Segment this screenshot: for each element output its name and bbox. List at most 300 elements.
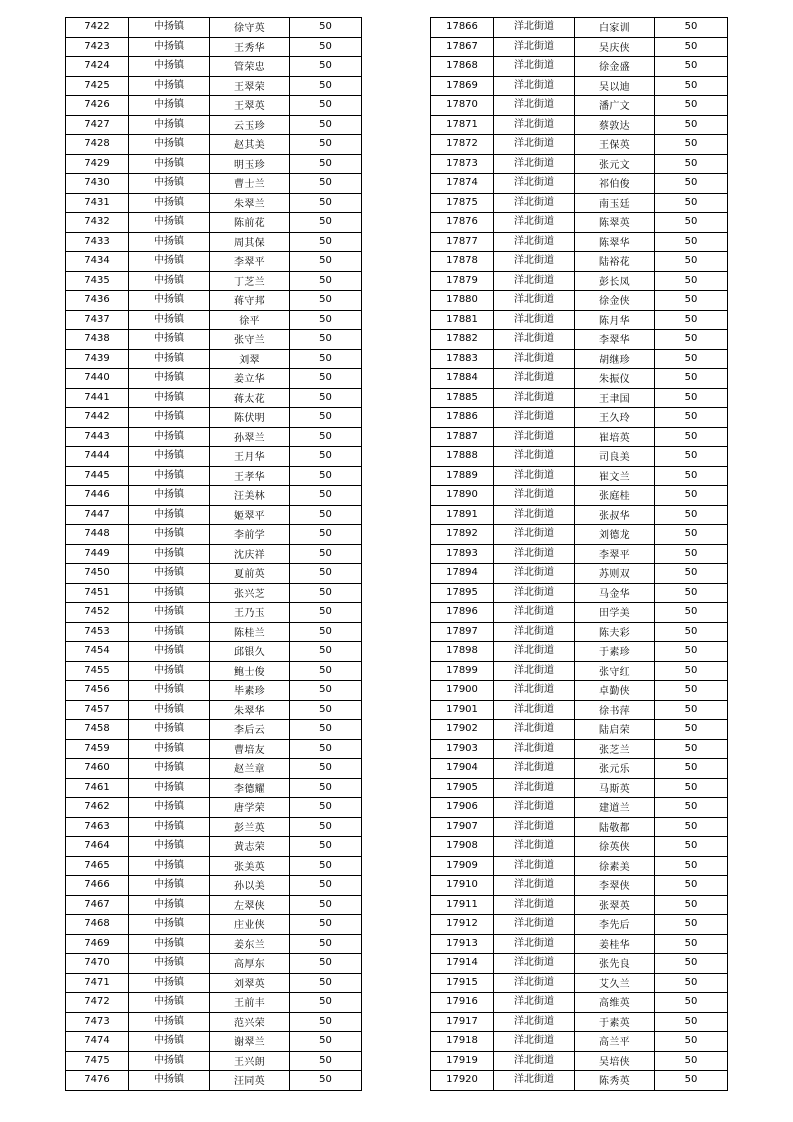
name-cell [210,973,290,993]
person-name: 孙翠兰 [234,432,265,444]
name-cell [575,973,655,993]
town-cell: 洋北街道 [494,837,575,857]
name-cell [210,915,290,935]
town-cell: 洋北街道 [494,798,575,818]
person-name: 彭兰英 [234,822,265,834]
serial-number-cell: 7471 [66,973,129,993]
table-row [431,349,728,369]
person-name: 姜立华 [234,374,265,386]
name-cell [575,837,655,857]
serial-number-cell: 17905 [431,778,494,798]
town-cell: 洋北街道 [494,934,575,954]
name-cell [575,310,655,330]
name-cell [210,856,290,876]
name-cell [575,1032,655,1052]
amount-cell: 50 [290,720,362,740]
name-cell [210,271,290,291]
name-cell [210,252,290,272]
name-cell [210,330,290,350]
serial-number-cell: 17895 [431,583,494,603]
table-row [431,213,728,233]
amount-cell: 50 [655,622,728,642]
person-name: 艾久兰 [599,978,630,990]
serial-number-cell: 17883 [431,349,494,369]
name-cell [575,954,655,974]
person-name: 蒋太花 [234,393,265,405]
town-cell: 洋北街道 [494,193,575,213]
amount-cell: 50 [290,817,362,837]
serial-number-cell: 17875 [431,193,494,213]
name-cell [210,57,290,77]
serial-number-cell: 17867 [431,37,494,57]
table-row [66,739,362,759]
person-name: 于素英 [599,1017,630,1029]
amount-cell: 50 [290,232,362,252]
serial-number-cell: 7449 [66,544,129,564]
person-name: 徐素美 [599,861,630,873]
table-row [431,447,728,467]
amount-cell: 50 [655,505,728,525]
name-cell [210,564,290,584]
name-cell [575,193,655,213]
person-name: 卓勤侠 [599,686,630,698]
serial-number-cell: 7473 [66,1012,129,1032]
table-row [431,466,728,486]
serial-number-cell: 17909 [431,856,494,876]
table-row [66,661,362,681]
town-cell: 洋北街道 [494,486,575,506]
name-cell [575,1051,655,1071]
serial-number-cell: 7437 [66,310,129,330]
table-row [431,622,728,642]
table-row [431,232,728,252]
town-cell: 中扬镇 [129,739,210,759]
table-row [431,408,728,428]
name-cell [575,739,655,759]
amount-cell: 50 [655,525,728,545]
table-row [431,681,728,701]
serial-number-cell: 7448 [66,525,129,545]
serial-number-cell: 7432 [66,213,129,233]
amount-cell: 50 [655,408,728,428]
table-row [66,388,362,408]
amount-cell: 50 [290,1012,362,1032]
person-name: 田学美 [599,608,630,620]
table-row [66,681,362,701]
town-cell: 中扬镇 [129,661,210,681]
table-row [431,642,728,662]
town-cell: 洋北街道 [494,622,575,642]
serial-number-cell: 17907 [431,817,494,837]
amount-cell: 50 [655,291,728,311]
name-cell [210,681,290,701]
town-cell: 中扬镇 [129,876,210,896]
serial-number-cell: 7427 [66,115,129,135]
town-cell: 中扬镇 [129,505,210,525]
serial-number-cell: 17918 [431,1032,494,1052]
name-cell [210,934,290,954]
amount-cell: 50 [655,993,728,1013]
serial-number-cell: 17873 [431,154,494,174]
name-cell [575,603,655,623]
town-cell: 中扬镇 [129,388,210,408]
name-cell [575,1071,655,1091]
amount-cell: 50 [655,934,728,954]
serial-number-cell: 7463 [66,817,129,837]
amount-cell: 50 [655,876,728,896]
person-name: 潘广文 [599,101,630,113]
serial-number-cell: 17871 [431,115,494,135]
town-cell: 洋北街道 [494,466,575,486]
town-cell: 洋北街道 [494,739,575,759]
name-cell [210,174,290,194]
amount-cell: 50 [655,915,728,935]
serial-number-cell: 17878 [431,252,494,272]
serial-number-cell: 7464 [66,837,129,857]
name-cell [575,525,655,545]
person-name: 王保英 [599,140,630,152]
table-row [431,876,728,896]
table-row [431,798,728,818]
person-name: 曹培友 [234,744,265,756]
name-cell [210,466,290,486]
person-name: 王翠荣 [234,81,265,93]
person-name: 陈前花 [234,218,265,230]
name-cell [210,583,290,603]
name-cell [210,759,290,779]
person-name: 张元乐 [599,764,630,776]
name-cell [210,661,290,681]
serial-number-cell: 17892 [431,525,494,545]
name-cell [210,544,290,564]
person-name: 马金华 [599,588,630,600]
amount-cell: 50 [655,759,728,779]
amount-cell: 50 [290,583,362,603]
serial-number-cell: 7462 [66,798,129,818]
amount-cell: 50 [290,76,362,96]
serial-number-cell: 7457 [66,700,129,720]
table-row [431,583,728,603]
amount-cell: 50 [655,18,728,38]
amount-cell: 50 [655,661,728,681]
serial-number-cell: 7453 [66,622,129,642]
table-row [431,895,728,915]
table-row [66,856,362,876]
name-cell [575,369,655,389]
town-cell: 中扬镇 [129,564,210,584]
table-row [431,993,728,1013]
name-cell [575,778,655,798]
name-cell [210,1071,290,1091]
town-cell: 中扬镇 [129,856,210,876]
town-cell: 中扬镇 [129,135,210,155]
amount-cell: 50 [655,681,728,701]
person-name: 朱翠兰 [234,198,265,210]
table-row [431,427,728,447]
town-cell: 洋北街道 [494,505,575,525]
town-cell: 中扬镇 [129,37,210,57]
town-cell: 中扬镇 [129,583,210,603]
serial-number-cell: 17890 [431,486,494,506]
serial-number-cell: 17897 [431,622,494,642]
table-row [431,1012,728,1032]
name-cell [575,700,655,720]
name-cell [575,291,655,311]
name-cell [210,154,290,174]
town-cell: 洋北街道 [494,973,575,993]
serial-number-cell: 17894 [431,564,494,584]
person-name: 张庭桂 [599,491,630,503]
amount-cell: 50 [290,915,362,935]
amount-cell: 50 [655,817,728,837]
serial-number-cell: 7434 [66,252,129,272]
person-name: 张先良 [599,959,630,971]
person-name: 马斯英 [599,783,630,795]
town-cell: 中扬镇 [129,817,210,837]
town-cell: 中扬镇 [129,915,210,935]
name-cell [210,408,290,428]
table-row [431,291,728,311]
name-cell [210,525,290,545]
town-cell: 洋北街道 [494,1071,575,1091]
town-cell: 中扬镇 [129,993,210,1013]
amount-cell: 50 [655,603,728,623]
amount-cell: 50 [655,193,728,213]
name-cell [575,1012,655,1032]
amount-cell: 50 [290,486,362,506]
table-row [66,1051,362,1071]
name-cell [210,1032,290,1052]
serial-number-cell: 7458 [66,720,129,740]
person-name: 左翠侠 [234,900,265,912]
town-cell: 洋北街道 [494,661,575,681]
town-cell: 中扬镇 [129,96,210,116]
person-name: 王月华 [234,452,265,464]
amount-cell: 50 [655,330,728,350]
town-cell: 中扬镇 [129,798,210,818]
person-name: 张芝兰 [599,744,630,756]
person-name: 王聿国 [599,393,630,405]
person-name: 陈桂兰 [234,627,265,639]
name-cell [575,330,655,350]
person-name: 赵兰章 [234,764,265,776]
amount-cell: 50 [290,115,362,135]
amount-cell: 50 [290,544,362,564]
table-row [431,96,728,116]
name-cell [575,505,655,525]
name-cell [210,700,290,720]
amount-cell: 50 [290,135,362,155]
name-cell [575,349,655,369]
person-name: 蔡敦达 [599,120,630,132]
serial-number-cell: 7435 [66,271,129,291]
name-cell [210,96,290,116]
table-row [66,817,362,837]
serial-number-cell: 17904 [431,759,494,779]
person-name: 张叔华 [599,510,630,522]
amount-cell: 50 [290,525,362,545]
name-cell [210,37,290,57]
name-cell [575,76,655,96]
name-cell [575,544,655,564]
amount-cell: 50 [290,622,362,642]
amount-cell: 50 [655,486,728,506]
serial-number-cell: 7428 [66,135,129,155]
table-row [66,193,362,213]
serial-number-cell: 17870 [431,96,494,116]
amount-cell: 50 [655,174,728,194]
town-cell: 洋北街道 [494,96,575,116]
table-row [66,934,362,954]
amount-cell: 50 [290,973,362,993]
amount-cell: 50 [290,1032,362,1052]
name-cell [210,505,290,525]
amount-cell: 50 [655,154,728,174]
serial-number-cell: 17900 [431,681,494,701]
table-row [66,583,362,603]
town-cell: 中扬镇 [129,759,210,779]
amount-cell: 50 [290,369,362,389]
serial-number-cell: 7454 [66,642,129,662]
amount-cell: 50 [290,57,362,77]
table-row [431,564,728,584]
town-cell: 中扬镇 [129,1012,210,1032]
town-cell: 洋北街道 [494,154,575,174]
serial-number-cell: 7431 [66,193,129,213]
name-cell [210,291,290,311]
person-name: 毕素珍 [234,686,265,698]
table-row [66,37,362,57]
name-cell [210,778,290,798]
name-cell [575,720,655,740]
serial-number-cell: 17868 [431,57,494,77]
town-cell: 洋北街道 [494,57,575,77]
name-cell [210,993,290,1013]
town-cell: 洋北街道 [494,1032,575,1052]
town-cell: 洋北街道 [494,427,575,447]
table-row [66,18,362,38]
table-row [431,544,728,564]
amount-cell: 50 [655,369,728,389]
town-cell: 洋北街道 [494,1051,575,1071]
town-cell: 中扬镇 [129,642,210,662]
town-cell: 洋北街道 [494,232,575,252]
person-name: 李后云 [234,725,265,737]
person-name: 张守红 [599,666,630,678]
amount-cell: 50 [655,427,728,447]
table-row [66,603,362,623]
serial-number-cell: 17888 [431,447,494,467]
serial-number-cell: 7468 [66,915,129,935]
person-name: 胡继珍 [599,354,630,366]
serial-number-cell: 17876 [431,213,494,233]
name-cell [575,876,655,896]
serial-number-cell: 7444 [66,447,129,467]
town-cell: 中扬镇 [129,427,210,447]
town-cell: 洋北街道 [494,213,575,233]
person-name: 陈月华 [599,315,630,327]
table-row [66,96,362,116]
person-name: 于素珍 [599,647,630,659]
amount-cell: 50 [655,388,728,408]
table-row [66,915,362,935]
town-cell: 洋北街道 [494,18,575,38]
town-cell: 洋北街道 [494,271,575,291]
name-cell [575,57,655,77]
town-cell: 洋北街道 [494,778,575,798]
amount-cell: 50 [655,739,728,759]
person-name: 汪美林 [234,491,265,503]
town-cell: 中扬镇 [129,466,210,486]
name-cell [575,681,655,701]
town-cell: 中扬镇 [129,115,210,135]
amount-cell: 50 [655,1051,728,1071]
amount-cell: 50 [655,1032,728,1052]
table-row [431,57,728,77]
serial-number-cell: 7441 [66,388,129,408]
name-cell [210,388,290,408]
town-cell: 中扬镇 [129,174,210,194]
serial-number-cell: 17889 [431,466,494,486]
person-name: 刘翠英 [234,978,265,990]
name-cell [575,271,655,291]
serial-number-cell: 7459 [66,739,129,759]
town-cell: 洋北街道 [494,37,575,57]
person-name: 张守兰 [234,335,265,347]
serial-number-cell: 7438 [66,330,129,350]
table-row [431,778,728,798]
person-name: 刘翠 [239,354,260,366]
town-cell: 洋北街道 [494,369,575,389]
town-cell: 中扬镇 [129,720,210,740]
town-cell: 中扬镇 [129,76,210,96]
table-row [66,115,362,135]
serial-number-cell: 17896 [431,603,494,623]
table-row [431,759,728,779]
left-roster-body [66,18,362,1091]
serial-number-cell: 17880 [431,291,494,311]
table-row [66,408,362,428]
town-cell: 洋北街道 [494,76,575,96]
town-cell: 中扬镇 [129,369,210,389]
person-name: 夏前英 [234,569,265,581]
serial-number-cell: 7429 [66,154,129,174]
person-name: 高厚东 [234,959,265,971]
table-row [66,447,362,467]
person-name: 姜桂华 [599,939,630,951]
name-cell [210,213,290,233]
amount-cell: 50 [290,174,362,194]
table-row [431,154,728,174]
table-row [431,369,728,389]
serial-number-cell: 17917 [431,1012,494,1032]
town-cell: 洋北街道 [494,603,575,623]
table-row [66,544,362,564]
person-name: 徐金盛 [599,62,630,74]
town-cell: 洋北街道 [494,700,575,720]
table-row [66,427,362,447]
town-cell: 洋北街道 [494,895,575,915]
amount-cell: 50 [655,1012,728,1032]
serial-number-cell: 7467 [66,895,129,915]
person-name: 孙以美 [234,881,265,893]
town-cell: 洋北街道 [494,856,575,876]
town-cell: 中扬镇 [129,934,210,954]
amount-cell: 50 [290,895,362,915]
name-cell [575,798,655,818]
serial-number-cell: 17885 [431,388,494,408]
person-name: 张翠英 [599,900,630,912]
